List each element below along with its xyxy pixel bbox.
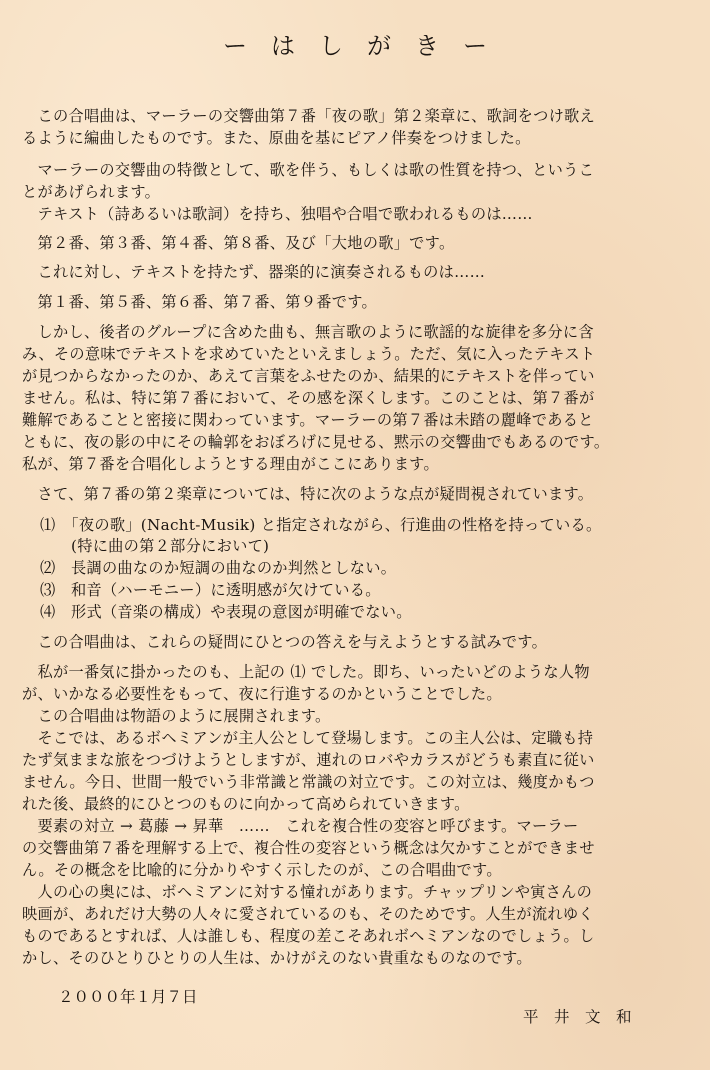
text-line: たず気ままな旅をつづけようとしますが、連れのロバやカラスがどうも素直に従い: [22, 751, 595, 769]
date-line: ２０００年１月７日: [58, 988, 198, 1006]
list-item: ⑵ 長調の曲なのか短調の曲なのか判然としない。: [40, 559, 397, 577]
text-line: 人の心の奥には、ボヘミアンに対する憧れがあります。チャップリンや寅さんの: [22, 883, 593, 901]
list-item: (特に曲の第２部分において): [40, 537, 270, 555]
text-line: テキスト（詩あるいは歌詞）を持ち、独唱や合唱で歌われるものは……: [22, 205, 533, 223]
text-line: ものであるとすれば、人は誰しも、程度の差こそあれボヘミアンなのでしょう。し: [22, 927, 595, 945]
text-line: しかし、後者のグループに含めた曲も、無言歌のように歌謡的な旋律を多分に含: [22, 323, 594, 341]
text-line: マーラーの交響曲の特徴として、歌を伴う、もしくは歌の性質を持つ、というこ: [22, 161, 595, 179]
text-line: 映画が、あれだけ大勢の人々に愛されているのも、そのためです。人生が流れゆく: [22, 905, 594, 923]
text-line: かし、そのひとりひとりの人生は、かけがえのない貴重なものなのです。: [22, 949, 532, 967]
text-line: 第２番、第３番、第４番、第８番、及び「大地の歌」です。: [22, 234, 455, 252]
text-line: が、いかなる必要性をもって、夜に行進するのかということでした。: [22, 685, 502, 703]
text-line: み、その意味でテキストを求めていたといえましょう。ただ、気に入ったテキスト: [22, 345, 596, 363]
page-title: ー は し が き ー: [223, 32, 487, 60]
text-line: ません。今日、世間一般でいう非常識と常識の対立です。この対立は、幾度かもつ: [22, 773, 595, 791]
text-line: の交響曲第７番を理解する上で、複合性の変容という概念は欠かすことができませ: [22, 839, 595, 857]
text-line: るように編曲したものです。また、原曲を基にピアノ伴奏をつけました。: [22, 129, 531, 147]
list-item: ⑴ 「夜の歌」(Nacht-Musik) と指定されながら、行進曲の性格を持っている。: [40, 516, 602, 534]
text-line: 私が、第７番を合唱化しようとする理由がここにあります。: [22, 455, 439, 473]
text-line: ともに、夜の影の中にその輪郭をおぼろげに見せる、黙示の交響曲でもあるのです。: [22, 433, 610, 451]
text-line: が見つからなかったのか、あえて言葉をふせたのか、結果的にテキストを伴ってい: [22, 367, 595, 385]
text-line: 私が一番気に掛かったのも、上記の ⑴ でした。即ち、いったいどのような人物: [22, 663, 590, 681]
text-line: 要素の対立 → 葛藤 → 昇華 …… これを複合性の変容と呼びます。マーラー: [22, 817, 579, 835]
text-line: さて、第７番の第２楽章については、特に次のような点が疑問視されています。: [22, 485, 594, 503]
text-line: これに対し、テキストを持たず、器楽的に演奏されるものは……: [22, 263, 486, 281]
list-item: ⑷ 形式（音楽の構成）や表現の意図が明確でない。: [40, 603, 412, 621]
text-line: ん。その概念を比喩的に分かりやすく示したのが、この合唱曲です。: [22, 861, 502, 879]
text-line: この合唱曲は物語のように展開されます。: [22, 707, 331, 725]
text-line: とがあげられます。: [22, 183, 161, 201]
text-line: れた後、最終的にひとつのものに向かって高められていきます。: [22, 795, 470, 813]
text-line: この合唱曲は、マーラーの交響曲第７番「夜の歌」第２楽章に、歌詞をつけ歌え: [22, 107, 596, 125]
text-line: 難解であることと密接に関わっています。マーラーの第７番は未踏の麗峰であると: [22, 411, 594, 429]
text-line: ません。私は、特に第７番において、その感を深くします。このことは、第７番が: [22, 389, 595, 407]
text-line: そこでは、あるボヘミアンが主人公として登場します。この主人公は、定職も持: [22, 729, 594, 747]
author-name: 平 井 文 和: [523, 1008, 632, 1026]
list-item: ⑶ 和音（ハーモニー）に透明感が欠けている。: [40, 581, 381, 599]
text-line: 第１番、第５番、第６番、第７番、第９番です。: [22, 293, 377, 311]
text-line: この合唱曲は、これらの疑問にひとつの答えを与えようとする試みです。: [22, 633, 548, 651]
